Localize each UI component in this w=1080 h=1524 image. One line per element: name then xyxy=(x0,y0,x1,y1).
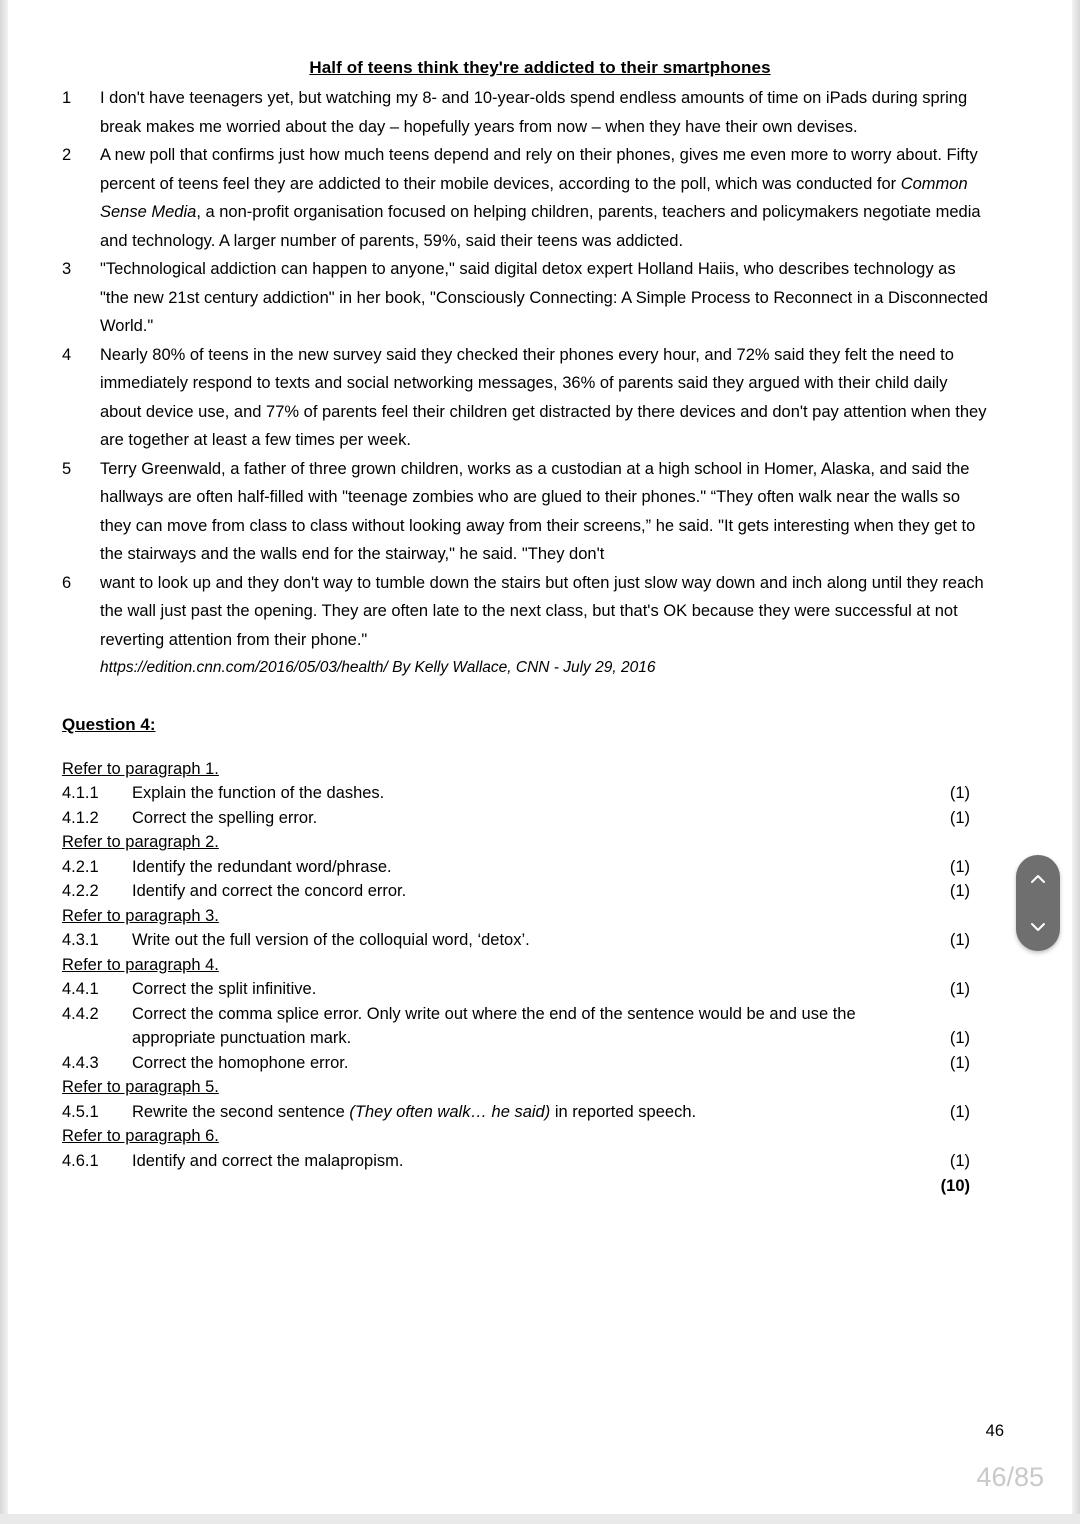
question-list xyxy=(0,757,1080,1174)
refer-label: Refer to paragraph 1. xyxy=(62,759,219,778)
question-code: 4.2.2 xyxy=(62,882,99,900)
question-mark: (1) xyxy=(949,1102,970,1121)
question-mark: (1) xyxy=(949,931,970,949)
page-edge-bottom xyxy=(0,1514,1080,1524)
page-counter: 46/85 xyxy=(976,1462,1044,1492)
question-code: 4.3.1 xyxy=(62,931,99,949)
question-mark: (1) xyxy=(949,784,970,802)
article-paragraph xyxy=(0,455,1080,569)
article-title: Half of teens think they're addicted to their smartphones xyxy=(309,58,771,77)
question-text-line2: appropriate punctuation mark. xyxy=(132,1029,352,1047)
question-item xyxy=(62,879,970,904)
question-item xyxy=(62,1051,970,1076)
paragraph-text: Nearly 80% of teens in the new survey said they checked their phones every hour, and 72% said they felt the need to immediately respond to texts and social networking messages, 36% of parents said they argued with their child daily about device use, and 77% of parents feel their children get distracted by there devices and don't pay attention when they are together at least a few times per week. xyxy=(100,345,987,449)
page-number: 46 xyxy=(985,1422,1004,1440)
paragraph-number: 3 xyxy=(62,260,72,278)
question-text: Correct the split infinitive. xyxy=(132,980,317,998)
question-code: 4.6.1 xyxy=(62,1151,99,1170)
question-item xyxy=(62,781,970,806)
question-text-post: in reported speech. xyxy=(550,1102,697,1121)
question-code: 4.5.1 xyxy=(62,1102,99,1121)
chevron-down-icon[interactable] xyxy=(1028,917,1048,937)
question-text xyxy=(132,1100,910,1125)
question-item xyxy=(62,806,970,831)
question-text-line1: Correct the comma splice error. Only write out where the end of the sentence would be and use the xyxy=(132,1004,856,1023)
article-source: https://edition.cnn.com/2016/05/03/health/ By Kelly Wallace, CNN - July 29, 2016 xyxy=(100,659,656,676)
question-item xyxy=(62,855,970,880)
question-text: Explain the function of the dashes. xyxy=(132,784,385,802)
question-item xyxy=(62,1100,970,1125)
paragraph-text: A new poll that confirms just how much teens depend and rely on their phones, gives me even more to worry about. Fifty percent of teens feel they are addicted to their mobile devices, according to the poll, which was conducted for Common Sense Media, a non-profit organisation focused on helping children, parents, teachers and policymakers negotiate media and technology. A larger number of parents, 59%, said their teens was addicted. xyxy=(100,146,981,250)
question-code: 4.4.2 xyxy=(62,1004,99,1023)
paragraph-number: 6 xyxy=(62,573,72,592)
paragraph-text: Terry Greenwald, a father of three grown children, works as a custodian at a high school in Homer, Alaska, and said the hallways are often half-filled with "teenage zombies who are glued to their phones." “They often walk near the walls so they can move from class to class without looking away from their screens,” he said. "It gets interesting when they get to the stairways and the walls end for the stairway," he said. "They don't xyxy=(100,459,976,563)
refer-label: Refer to paragraph 5. xyxy=(62,1078,219,1096)
question-mark: (1) xyxy=(949,1053,970,1072)
paragraph-number: 4 xyxy=(62,345,72,364)
question-code: 4.1.2 xyxy=(62,808,99,827)
paragraph-number: 2 xyxy=(62,146,72,164)
chevron-up-icon[interactable] xyxy=(1028,869,1048,889)
article-paragraph xyxy=(0,84,1080,141)
paragraph-text: I don't have teenagers yet, but watching my 8- and 10-year-olds spend endless amounts of time on iPads during spring break makes me worried about the day – hopefully years from now – when they have their own devises. xyxy=(100,89,968,136)
refer-label: Refer to paragraph 2. xyxy=(62,833,219,851)
question-item xyxy=(62,1002,970,1051)
paragraph-text: want to look up and they don't way to tumble down the stairs but often just slow way down and inch along until they reach the wall just past the opening. They are often late to the next class, but that's OK because they were successful at not reverting attention from their phone." xyxy=(100,573,984,649)
question-item xyxy=(62,928,970,953)
question-mark: (1) xyxy=(949,808,970,827)
question-code: 4.4.1 xyxy=(62,980,99,998)
question-mark: (1) xyxy=(949,980,970,998)
refer-label: Refer to paragraph 6. xyxy=(62,1127,219,1145)
question-text xyxy=(132,1002,910,1051)
question-text: Identify the redundant word/phrase. xyxy=(132,857,392,876)
question-text-pre: Rewrite the second sentence xyxy=(132,1102,350,1121)
question-total-value: (10) xyxy=(940,1177,970,1195)
question-mark: (1) xyxy=(949,857,970,876)
refer-label: Refer to paragraph 4. xyxy=(62,955,219,974)
question-item xyxy=(62,1149,970,1174)
question-code: 4.4.3 xyxy=(62,1053,99,1072)
question-mark: (1) xyxy=(949,882,970,900)
paragraph-number: 5 xyxy=(62,459,72,478)
question-text: Identify and correct the concord error. xyxy=(132,882,407,900)
question-text: Identify and correct the malapropism. xyxy=(132,1151,404,1170)
question-heading: Question 4: xyxy=(62,714,156,734)
question-mark: (1) xyxy=(949,1151,970,1170)
article-paragraph xyxy=(0,255,1080,341)
article-paragraph xyxy=(0,141,1080,255)
question-item xyxy=(62,977,970,1002)
question-text-emphasis: (They often walk… he said) xyxy=(349,1102,551,1121)
question-code: 4.1.1 xyxy=(62,784,99,802)
scroll-control[interactable] xyxy=(1016,855,1060,951)
article-paragraph xyxy=(0,569,1080,655)
paragraph-text: "Technological addiction can happen to anyone," said digital detox expert Holland Haiis, who describes technology as "the new 21st century addiction" in her book, "Consciously Connecting: A Simple Process to Reconnect in a Disconnected World." xyxy=(100,260,988,335)
article-paragraph xyxy=(0,341,1080,455)
question-text: Write out the full version of the colloquial word, ‘detox’. xyxy=(132,931,530,949)
question-code: 4.2.1 xyxy=(62,857,99,876)
question-mark: (1) xyxy=(949,1029,970,1047)
question-total xyxy=(0,1177,970,1196)
paragraph-number: 1 xyxy=(62,89,72,107)
question-text: Correct the spelling error. xyxy=(132,808,318,827)
refer-label: Refer to paragraph 3. xyxy=(62,906,219,925)
question-text: Correct the homophone error. xyxy=(132,1053,349,1072)
